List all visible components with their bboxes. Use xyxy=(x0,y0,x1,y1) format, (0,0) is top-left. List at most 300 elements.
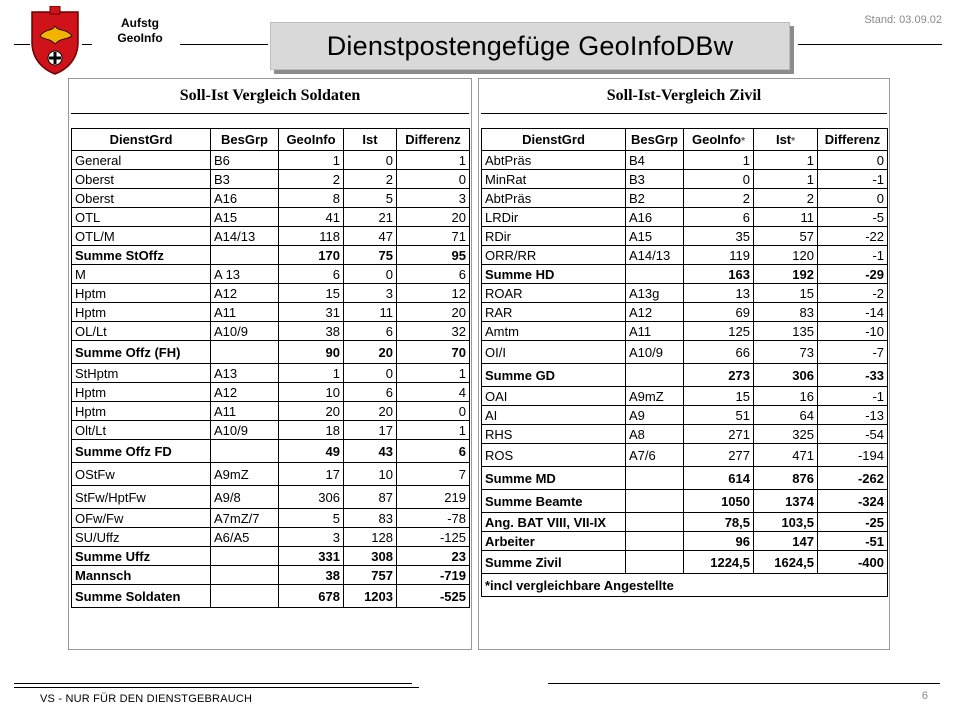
table-cell: 5 xyxy=(279,509,344,528)
table-cell: 12 xyxy=(397,284,470,303)
table-cell: 4 xyxy=(397,383,470,402)
table-cell: AI xyxy=(482,406,626,425)
table-cell: 73 xyxy=(754,341,818,364)
table-cell: A7mZ/7 xyxy=(211,509,279,528)
table-row xyxy=(482,303,888,322)
column-header xyxy=(818,129,888,151)
column-header-label: BesGrp xyxy=(631,132,678,147)
table-cell: 11 xyxy=(754,208,818,227)
table-cell: General xyxy=(72,151,211,170)
table-cell: 1 xyxy=(279,364,344,383)
column-header-label: Differenz xyxy=(824,132,881,147)
table-cell: A13g xyxy=(626,284,684,303)
table-cell: Ang. BAT VIII, VII-IX xyxy=(482,513,626,532)
table-cell: 15 xyxy=(279,284,344,303)
divider xyxy=(71,113,469,114)
table-cell: 10 xyxy=(279,383,344,402)
table-cell: 2 xyxy=(279,170,344,189)
table-cell: 18 xyxy=(279,421,344,440)
table-cell: 1 xyxy=(684,151,754,170)
table-cell: 219 xyxy=(397,486,470,509)
table-cell: A10/9 xyxy=(626,341,684,364)
column-header-label: GeoInfo xyxy=(286,132,336,147)
summary-row xyxy=(482,513,888,532)
table-cell xyxy=(626,513,684,532)
table-cell: 2 xyxy=(754,189,818,208)
table-cell: 147 xyxy=(754,532,818,551)
table-cell: 5 xyxy=(344,189,397,208)
table-cell: A10/9 xyxy=(211,322,279,341)
column-header xyxy=(397,129,470,151)
table-cell: 103,5 xyxy=(754,513,818,532)
table-cell: RDir xyxy=(482,227,626,246)
summary-row xyxy=(72,341,470,364)
table-cell: -400 xyxy=(818,551,888,574)
table-cell: A14/13 xyxy=(211,227,279,246)
table-cell: 8 xyxy=(279,189,344,208)
department-line-1: Aufstg xyxy=(121,16,159,30)
table-cell: AbtPräs xyxy=(482,189,626,208)
table-cell: Olt/Lt xyxy=(72,421,211,440)
summary-row xyxy=(482,532,888,551)
table-cell: 96 xyxy=(684,532,754,551)
table-cell: Summe Offz FD xyxy=(72,440,211,463)
table-cell: OStFw xyxy=(72,463,211,486)
table-cell: OFw/Fw xyxy=(72,509,211,528)
table-cell: 16 xyxy=(754,387,818,406)
table-cell: 78,5 xyxy=(684,513,754,532)
table-cell: 2 xyxy=(344,170,397,189)
table-cell: A8 xyxy=(626,425,684,444)
table-cell xyxy=(626,490,684,513)
table-cell: A9mZ xyxy=(211,463,279,486)
table-cell: 66 xyxy=(684,341,754,364)
table-cell: StHptm xyxy=(72,364,211,383)
table-cell: 35 xyxy=(684,227,754,246)
table-cell xyxy=(211,547,279,566)
table-cell: Oberst xyxy=(72,170,211,189)
table-cell: 20 xyxy=(344,341,397,364)
table-cell: 17 xyxy=(279,463,344,486)
table-cell: 0 xyxy=(344,265,397,284)
table-cell: A9 xyxy=(626,406,684,425)
summary-row xyxy=(72,585,470,608)
table-cell: ROS xyxy=(482,444,626,467)
table-cell: 170 xyxy=(279,246,344,265)
table-cell: -14 xyxy=(818,303,888,322)
table-cell: 0 xyxy=(344,364,397,383)
table-row xyxy=(72,383,470,402)
table-cell: -125 xyxy=(397,528,470,547)
table-cell: 6 xyxy=(397,265,470,284)
table-cell: 0 xyxy=(818,151,888,170)
table-cell: RAR xyxy=(482,303,626,322)
table-cell: 325 xyxy=(754,425,818,444)
column-header-label: Ist xyxy=(362,132,378,147)
footnote-mark: * xyxy=(741,135,745,147)
table-cell: 71 xyxy=(397,227,470,246)
table-row xyxy=(72,170,470,189)
table-cell: 49 xyxy=(279,440,344,463)
table-cell: RHS xyxy=(482,425,626,444)
table-cell: 31 xyxy=(279,303,344,322)
table-row xyxy=(482,406,888,425)
column-header-label: DienstGrd xyxy=(522,132,585,147)
table-cell: 306 xyxy=(754,364,818,387)
table-cell: 15 xyxy=(754,284,818,303)
column-header xyxy=(684,129,754,151)
table-cell: 0 xyxy=(684,170,754,189)
table-cell: 1 xyxy=(397,151,470,170)
footnote: *incl vergleichbare Angestellte xyxy=(482,574,888,597)
table-cell: B3 xyxy=(626,170,684,189)
table-cell: -719 xyxy=(397,566,470,585)
table-row xyxy=(72,303,470,322)
table-cell: 3 xyxy=(397,189,470,208)
table-cell: 83 xyxy=(754,303,818,322)
table-row xyxy=(72,528,470,547)
table-cell: OTL xyxy=(72,208,211,227)
table-cell: 57 xyxy=(754,227,818,246)
table-cell: 125 xyxy=(684,322,754,341)
table-cell: -1 xyxy=(818,246,888,265)
table-cell: 32 xyxy=(397,322,470,341)
column-header xyxy=(211,129,279,151)
table-cell: Summe GD xyxy=(482,364,626,387)
table-cell: 75 xyxy=(344,246,397,265)
table-cell: 273 xyxy=(684,364,754,387)
table-cell: 6 xyxy=(344,383,397,402)
table-cell: 1 xyxy=(754,151,818,170)
table-cell: StFw/HptFw xyxy=(72,486,211,509)
table-cell: 471 xyxy=(754,444,818,467)
table-cell: 1 xyxy=(279,151,344,170)
table-row xyxy=(482,170,888,189)
summary-row xyxy=(72,246,470,265)
table-cell: 6 xyxy=(397,440,470,463)
table-cell: 38 xyxy=(279,566,344,585)
column-header xyxy=(626,129,684,151)
table-cell: 0 xyxy=(344,151,397,170)
table-cell: 1624,5 xyxy=(754,551,818,574)
page-title: Dienstpostengefüge GeoInfoDBw xyxy=(326,30,734,61)
table-cell: Hptm xyxy=(72,383,211,402)
table-cell: 306 xyxy=(279,486,344,509)
table-cell: -54 xyxy=(818,425,888,444)
table-cell: 47 xyxy=(344,227,397,246)
table-cell: AbtPräs xyxy=(482,151,626,170)
table-cell: 1 xyxy=(397,421,470,440)
table-cell: 1050 xyxy=(684,490,754,513)
table-cell: -25 xyxy=(818,513,888,532)
table-cell: 41 xyxy=(279,208,344,227)
table-cell: 1 xyxy=(754,170,818,189)
table-cell: -10 xyxy=(818,322,888,341)
table-cell: 2 xyxy=(684,189,754,208)
table-cell: 64 xyxy=(754,406,818,425)
page-number: 6 xyxy=(921,690,928,702)
table-cell: Hptm xyxy=(72,402,211,421)
table-row xyxy=(72,189,470,208)
table-row xyxy=(72,402,470,421)
table-cell: -7 xyxy=(818,341,888,364)
table-cell: SU/Uffz xyxy=(72,528,211,547)
table-cell: 21 xyxy=(344,208,397,227)
table-cell: 17 xyxy=(344,421,397,440)
table-cell: Hptm xyxy=(72,284,211,303)
table-row xyxy=(482,189,888,208)
summary-row xyxy=(72,547,470,566)
table-cell: OL/Lt xyxy=(72,322,211,341)
table-cell: -525 xyxy=(397,585,470,608)
table-cell: -262 xyxy=(818,467,888,490)
table-cell: 163 xyxy=(684,265,754,284)
table-cell: A11 xyxy=(211,303,279,322)
table-cell: 1 xyxy=(397,364,470,383)
table-cell: 0 xyxy=(397,170,470,189)
column-header xyxy=(344,129,397,151)
table-cell: 7 xyxy=(397,463,470,486)
table-cell: 876 xyxy=(754,467,818,490)
column-header xyxy=(482,129,626,151)
coat-of-arms-icon xyxy=(30,6,80,76)
table-row xyxy=(482,387,888,406)
table-cell: 331 xyxy=(279,547,344,566)
table-cell: -324 xyxy=(818,490,888,513)
table-cell: -22 xyxy=(818,227,888,246)
table-cell: -33 xyxy=(818,364,888,387)
table-cell: 6 xyxy=(344,322,397,341)
table-row xyxy=(72,509,470,528)
table-row xyxy=(72,265,470,284)
table-cell: A11 xyxy=(626,322,684,341)
table-row xyxy=(72,364,470,383)
table-cell xyxy=(211,246,279,265)
table-row xyxy=(72,421,470,440)
table-cell xyxy=(626,532,684,551)
table-cell: ORR/RR xyxy=(482,246,626,265)
column-header-label: DienstGrd xyxy=(109,132,173,147)
table-row xyxy=(72,322,470,341)
table-cell: B2 xyxy=(626,189,684,208)
table-cell: A15 xyxy=(626,227,684,246)
divider xyxy=(481,113,887,114)
table-cell: 6 xyxy=(279,265,344,284)
table-cell: 87 xyxy=(344,486,397,509)
column-header-label: Differenz xyxy=(405,132,461,147)
footnote-row xyxy=(482,574,888,597)
table-cell: A12 xyxy=(211,383,279,402)
table-cell: B3 xyxy=(211,170,279,189)
table-header-row xyxy=(482,129,888,151)
table-cell: 20 xyxy=(344,402,397,421)
table-cell: -1 xyxy=(818,170,888,189)
table-cell: -194 xyxy=(818,444,888,467)
table-cell: OTL/M xyxy=(72,227,211,246)
table-cell xyxy=(211,566,279,585)
table-cell: 51 xyxy=(684,406,754,425)
summary-row xyxy=(482,551,888,574)
table-cell: OAI xyxy=(482,387,626,406)
table-cell: A9/8 xyxy=(211,486,279,509)
table-cell: Arbeiter xyxy=(482,532,626,551)
table-cell: A12 xyxy=(211,284,279,303)
classification-label: VS - NUR FÜR DEN DIENSTGEBRAUCH xyxy=(40,693,253,705)
table-cell: -1 xyxy=(818,387,888,406)
table-cell: 271 xyxy=(684,425,754,444)
column-header-label: Ist xyxy=(775,131,792,147)
table-row xyxy=(72,284,470,303)
table-row xyxy=(482,151,888,170)
table-row xyxy=(72,486,470,509)
table-cell: Summe StOffz xyxy=(72,246,211,265)
summary-row xyxy=(482,265,888,284)
table-cell: Summe Offz (FH) xyxy=(72,341,211,364)
table-row xyxy=(482,444,888,467)
table-cell: 38 xyxy=(279,322,344,341)
table-cell: -29 xyxy=(818,265,888,284)
table-cell: 3 xyxy=(344,284,397,303)
table-cell xyxy=(211,585,279,608)
table-cell: 3 xyxy=(279,528,344,547)
table-cell: 0 xyxy=(818,189,888,208)
panel-zivil xyxy=(478,78,890,650)
table-cell: 13 xyxy=(684,284,754,303)
table-cell: A6/A5 xyxy=(211,528,279,547)
department-label xyxy=(100,16,180,46)
table-cell: 308 xyxy=(344,547,397,566)
department-line-2: GeoInfo xyxy=(117,31,163,45)
table-cell: A16 xyxy=(211,189,279,208)
table-cell xyxy=(626,467,684,490)
table-cell: A11 xyxy=(211,402,279,421)
table-cell: 11 xyxy=(344,303,397,322)
table-cell: Summe Beamte xyxy=(482,490,626,513)
table-cell: 15 xyxy=(684,387,754,406)
table-cell: 128 xyxy=(344,528,397,547)
table-row xyxy=(72,463,470,486)
table-cell: -13 xyxy=(818,406,888,425)
status-date: Stand: 03.09.02 xyxy=(864,14,942,26)
table-cell: Summe MD xyxy=(482,467,626,490)
panel-soldaten xyxy=(68,78,472,650)
table-cell: 70 xyxy=(397,341,470,364)
table-cell: LRDir xyxy=(482,208,626,227)
table-cell: 120 xyxy=(754,246,818,265)
summary-row xyxy=(482,467,888,490)
table-row xyxy=(482,284,888,303)
table-cell: 1203 xyxy=(344,585,397,608)
table-cell: MinRat xyxy=(482,170,626,189)
table-cell: A16 xyxy=(626,208,684,227)
table-cell: 1374 xyxy=(754,490,818,513)
table-cell: Amtm xyxy=(482,322,626,341)
table-cell: 90 xyxy=(279,341,344,364)
summary-row xyxy=(72,440,470,463)
table-cell: Oberst xyxy=(72,189,211,208)
table-cell: 1224,5 xyxy=(684,551,754,574)
table-cell: 95 xyxy=(397,246,470,265)
column-header-label: GeoInfo xyxy=(691,131,742,147)
table-cell: 135 xyxy=(754,322,818,341)
table-cell: 20 xyxy=(397,208,470,227)
table-soldaten xyxy=(71,128,470,608)
summary-row xyxy=(482,490,888,513)
table-cell xyxy=(626,364,684,387)
table-cell: ROAR xyxy=(482,284,626,303)
table-cell: Summe Soldaten xyxy=(72,585,211,608)
table-cell: 277 xyxy=(684,444,754,467)
table-cell: Mannsch xyxy=(72,566,211,585)
table-header-row xyxy=(72,129,470,151)
table-cell: Summe Uffz xyxy=(72,547,211,566)
table-cell: 83 xyxy=(344,509,397,528)
table-cell: B6 xyxy=(211,151,279,170)
column-header-label: BesGrp xyxy=(221,132,268,147)
table-row xyxy=(72,208,470,227)
table-cell: Hptm xyxy=(72,303,211,322)
table-cell: 118 xyxy=(279,227,344,246)
column-header xyxy=(754,129,818,151)
table-row xyxy=(482,208,888,227)
table-cell: -51 xyxy=(818,532,888,551)
table-cell: 20 xyxy=(279,402,344,421)
table-cell: A9mZ xyxy=(626,387,684,406)
table-cell: -78 xyxy=(397,509,470,528)
table-cell: Summe HD xyxy=(482,265,626,284)
table-cell: B4 xyxy=(626,151,684,170)
column-header xyxy=(279,129,344,151)
table-row xyxy=(482,246,888,265)
table-cell: A13 xyxy=(211,364,279,383)
table-cell: 10 xyxy=(344,463,397,486)
table-row xyxy=(482,322,888,341)
table-cell: 6 xyxy=(684,208,754,227)
table-cell xyxy=(626,265,684,284)
table-cell: 69 xyxy=(684,303,754,322)
table-cell: A14/13 xyxy=(626,246,684,265)
summary-row xyxy=(72,566,470,585)
table-cell: A 13 xyxy=(211,265,279,284)
table-cell: A10/9 xyxy=(211,421,279,440)
footnote-mark: * xyxy=(791,135,796,147)
table-cell xyxy=(626,551,684,574)
table-row xyxy=(482,341,888,364)
table-cell: 678 xyxy=(279,585,344,608)
table-cell: 192 xyxy=(754,265,818,284)
table-zivil xyxy=(481,128,888,597)
table-cell: Summe Zivil xyxy=(482,551,626,574)
table-row xyxy=(482,425,888,444)
page-title-box xyxy=(270,22,790,70)
table-cell: -5 xyxy=(818,208,888,227)
column-header xyxy=(72,129,211,151)
panel-zivil-title: Soll-Ist-Vergleich Zivil xyxy=(606,87,762,104)
table-cell: A15 xyxy=(211,208,279,227)
table-cell: 0 xyxy=(397,402,470,421)
table-cell: M xyxy=(72,265,211,284)
table-row xyxy=(72,227,470,246)
table-cell: 757 xyxy=(344,566,397,585)
table-cell: A7/6 xyxy=(626,444,684,467)
table-cell: -2 xyxy=(818,284,888,303)
table-cell: 23 xyxy=(397,547,470,566)
table-cell: 614 xyxy=(684,467,754,490)
summary-row xyxy=(482,364,888,387)
table-cell: 20 xyxy=(397,303,470,322)
table-cell: 43 xyxy=(344,440,397,463)
table-row xyxy=(482,227,888,246)
